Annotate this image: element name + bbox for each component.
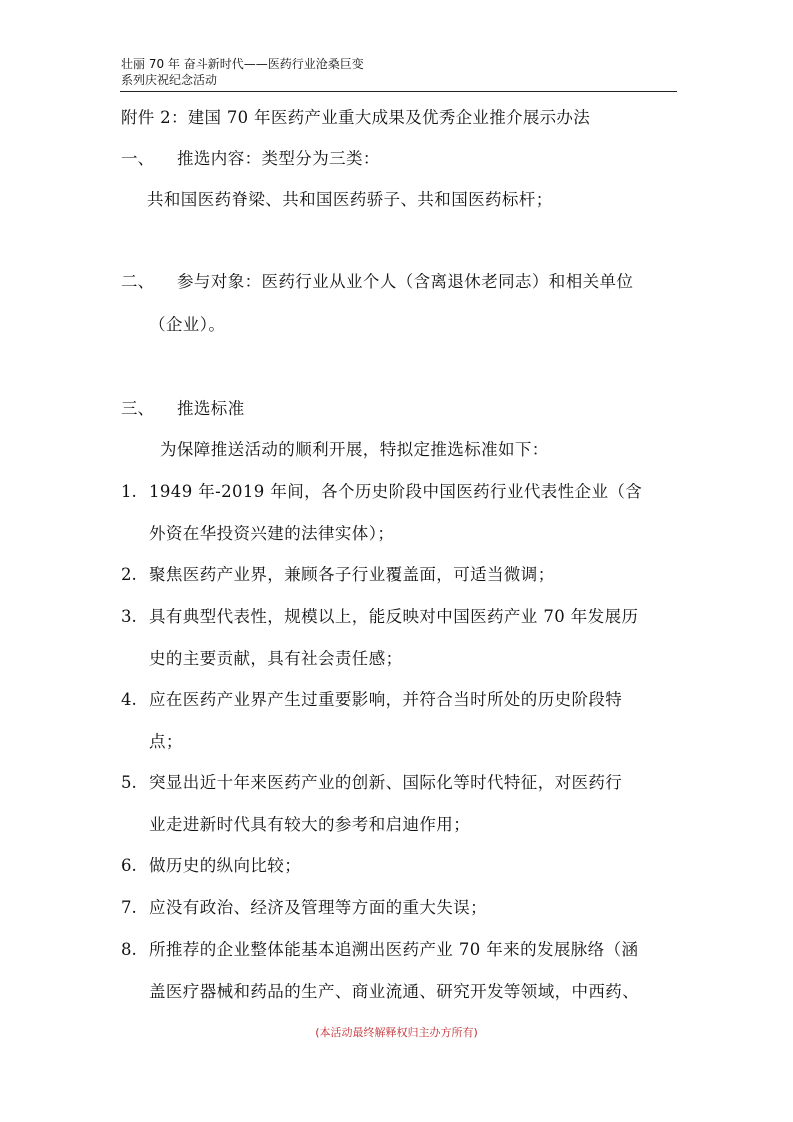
- section-number: 一、: [121, 149, 154, 168]
- item-text-line: 点；: [149, 732, 183, 751]
- section-number: 三、: [121, 399, 154, 418]
- section-text: 推选标准: [177, 399, 245, 418]
- item-text-line: 具有典型代表性，规模以上，能反映对中国医药产业 70 年发展历: [149, 607, 639, 626]
- page-footer-note: (本活动最终解释权归主办方所有): [315, 1026, 478, 1039]
- item-text-line: 外资在华投资兴建的法律实体）；: [149, 524, 395, 543]
- section-2-continuation: （企业）。: [149, 315, 226, 334]
- item-text-line: 突显出近十年来医药产业的创新、国际化等时代特征，对医药行: [149, 773, 623, 792]
- item-number: 1.: [121, 482, 137, 501]
- item-number: 8.: [121, 940, 137, 959]
- item-text-line: 盖医疗器械和药品的生产、商业流通、研究开发等领域，中西药、: [149, 982, 640, 1001]
- item-number: 3.: [121, 607, 137, 626]
- item-number: 6.: [121, 856, 137, 875]
- page-header: [121, 56, 676, 88]
- item-text-line: 应没有政治、经济及管理等方面的重大失误；: [149, 898, 487, 917]
- section-text: 参与对象：医药行业从业个人（含离退休老同志）和相关单位: [177, 272, 634, 291]
- item-text-line: 聚焦医药产业界，兼顾各子行业覆盖面，可适当微调；: [149, 565, 555, 584]
- header-line-1: 壮丽 70 年 奋斗新时代——医药行业沧桑巨变: [121, 57, 364, 71]
- item-number: 7.: [121, 898, 137, 917]
- item-number: 5.: [121, 773, 137, 792]
- item-text-line: 应在医药产业界产生过重要影响，并符合当时所处的历史阶段特: [149, 690, 623, 709]
- item-text-line: 所推荐的企业整体能基本追溯出医药产业 70 年来的发展脉络（涵: [149, 940, 639, 959]
- section-number: 二、: [121, 272, 154, 291]
- section-1-detail: 共和国医药脊梁、共和国医药骄子、共和国医药标杆；: [147, 190, 553, 209]
- section-text: 推选内容：类型分为三类：: [177, 149, 380, 168]
- item-text-line: 做历史的纵向比较；: [149, 856, 302, 875]
- item-number: 4.: [121, 690, 137, 709]
- section-3-intro: 为保障推送活动的顺利开展，特拟定推选标准如下：: [160, 440, 549, 459]
- item-number: 2.: [121, 565, 137, 584]
- header-divider: [120, 91, 677, 92]
- item-text-line: 史的主要贡献，具有社会责任感；: [149, 649, 403, 668]
- item-text-line: 1949 年-2019 年间，各个历史阶段中国医药行业代表性企业（含: [149, 482, 643, 501]
- header-line-2: 系列庆祝纪念活动: [121, 73, 218, 87]
- item-text-line: 业走进新时代具有较大的参考和启迪作用；: [149, 815, 471, 834]
- document-title: 附件 2：建国 70 年医药产业重大成果及优秀企业推介展示办法: [121, 108, 591, 127]
